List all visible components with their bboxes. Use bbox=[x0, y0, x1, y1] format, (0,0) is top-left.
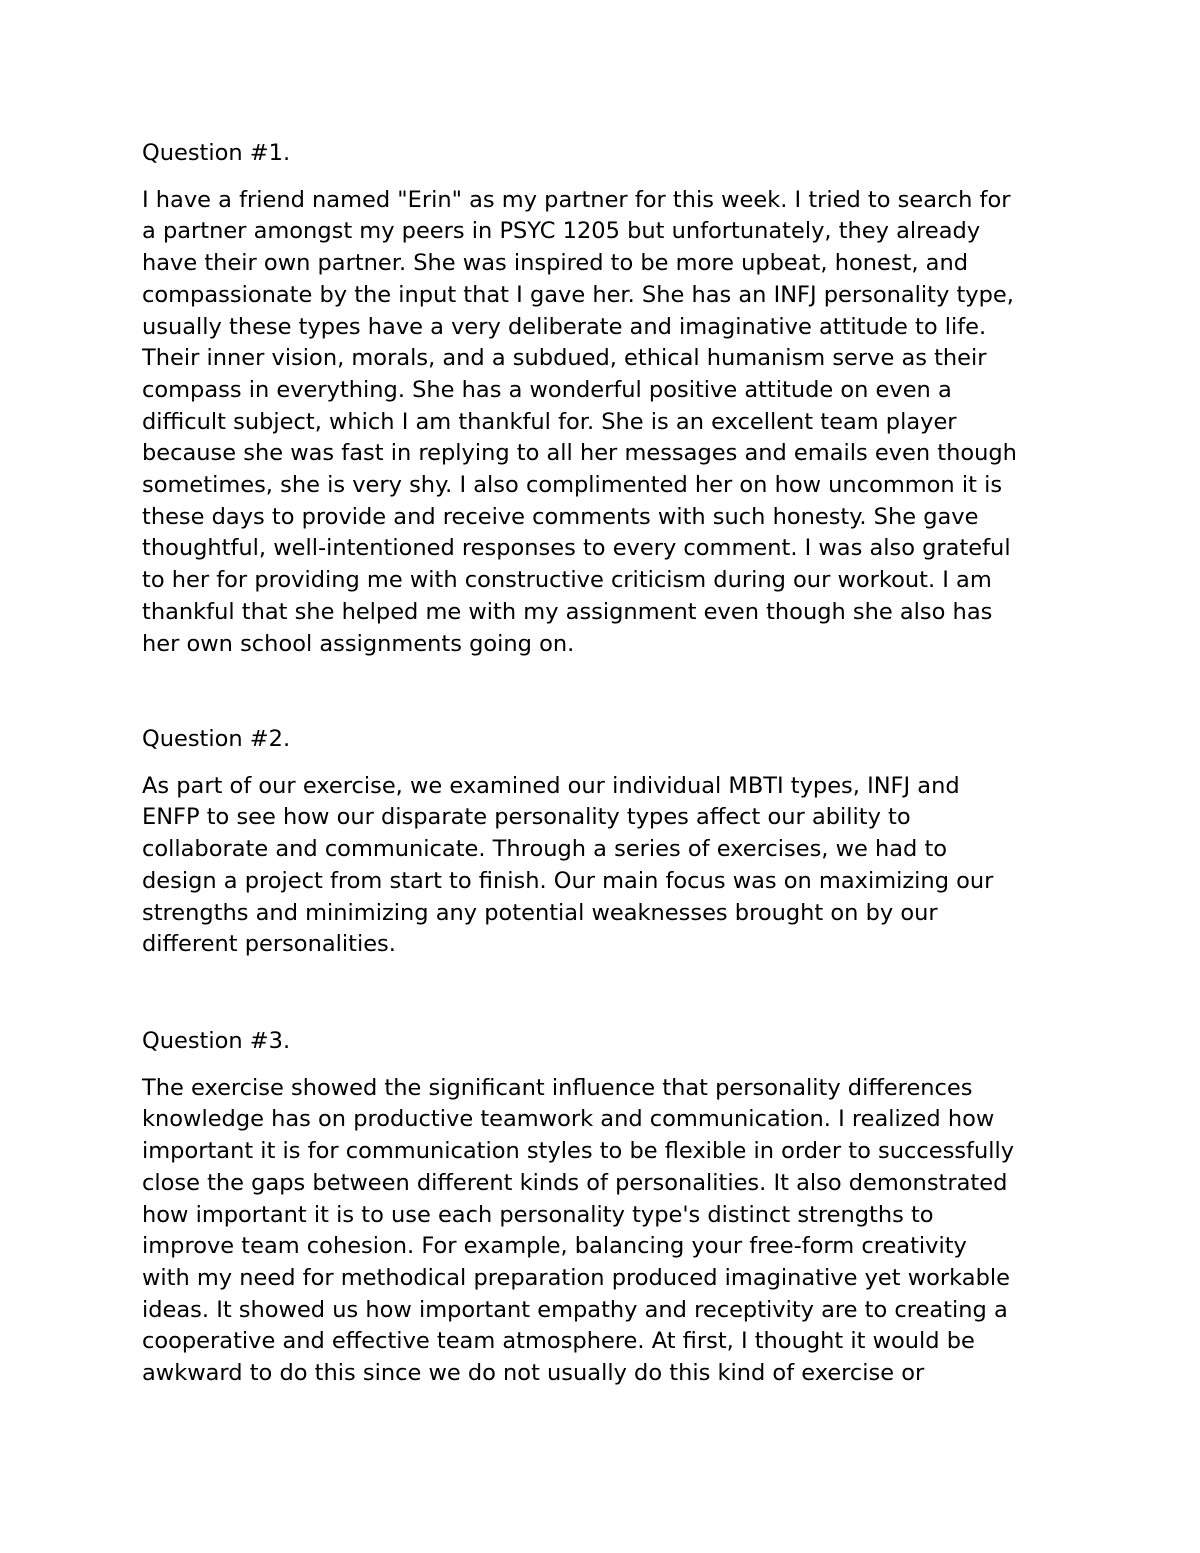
question-1-answer: I have a friend named "Erin" as my partner for this week. I tried to search for a partner amongst my peers in PSYC 1205 but unfortunately, they already have their own partner. She was inspired to be more upbeat, honest, and compassionate by the input that I gave her. She has an INFJ personality type, usually these types have a very deliberate and imaginative attitude to life. Their inner vision, morals, and a subdued, ethical humanism serve as their compass in everything. She has a wonderful positive attitude on even a difficult subject, which I am thankful for. She is an excellent team player because she was fast in replying to all her messages and emails even though sometimes, she is very shy. I also complimented her on how uncommon it is these days to provide and receive comments with such honesty. She gave thoughtful, well-intentioned responses to every comment. I was also grateful to her for providing me with constructive criticism during our workout. I am thankful that she helped me with my assignment even though she also has her own school assignments going on. bbox=[142, 186, 1017, 657]
question-3-answer: The exercise showed the significant influence that personality differences knowledge has on productive teamwork and communication. I realized how important it is for communication styles to be flexible in order to successfully close the gaps between different kinds of personalities. It also demonstrated how important it is to use each personality type's distinct strengths to improve team cohesion. For example, balancing your free-form creativity with my need for methodical preparation produced imaginative yet workable ideas. It showed us how important empathy and receptivity are to creating a cooperative and effective team atmosphere. At first, I thought it would be awkward to do this since we do not usually do this kind of exercise or bbox=[142, 1074, 1015, 1387]
question-3-heading: Question #3. bbox=[142, 1028, 291, 1054]
question-1-heading: Question #1. bbox=[142, 140, 291, 166]
question-2-heading: Question #2. bbox=[142, 726, 291, 752]
question-1-section bbox=[142, 138, 1062, 660]
question-2-answer: As part of our exercise, we examined our individual MBTI types, INFJ and ENFP to see how our disparate personality types affect our ability to collaborate and communicate. Through a series of exercises, we had to design a project from start to finish. Our main focus was on maximizing our strengths and minimizing any potential weaknesses brought on by our different personalities. bbox=[142, 772, 994, 958]
question-2-section bbox=[142, 724, 1062, 961]
question-3-section bbox=[142, 1026, 1062, 1390]
